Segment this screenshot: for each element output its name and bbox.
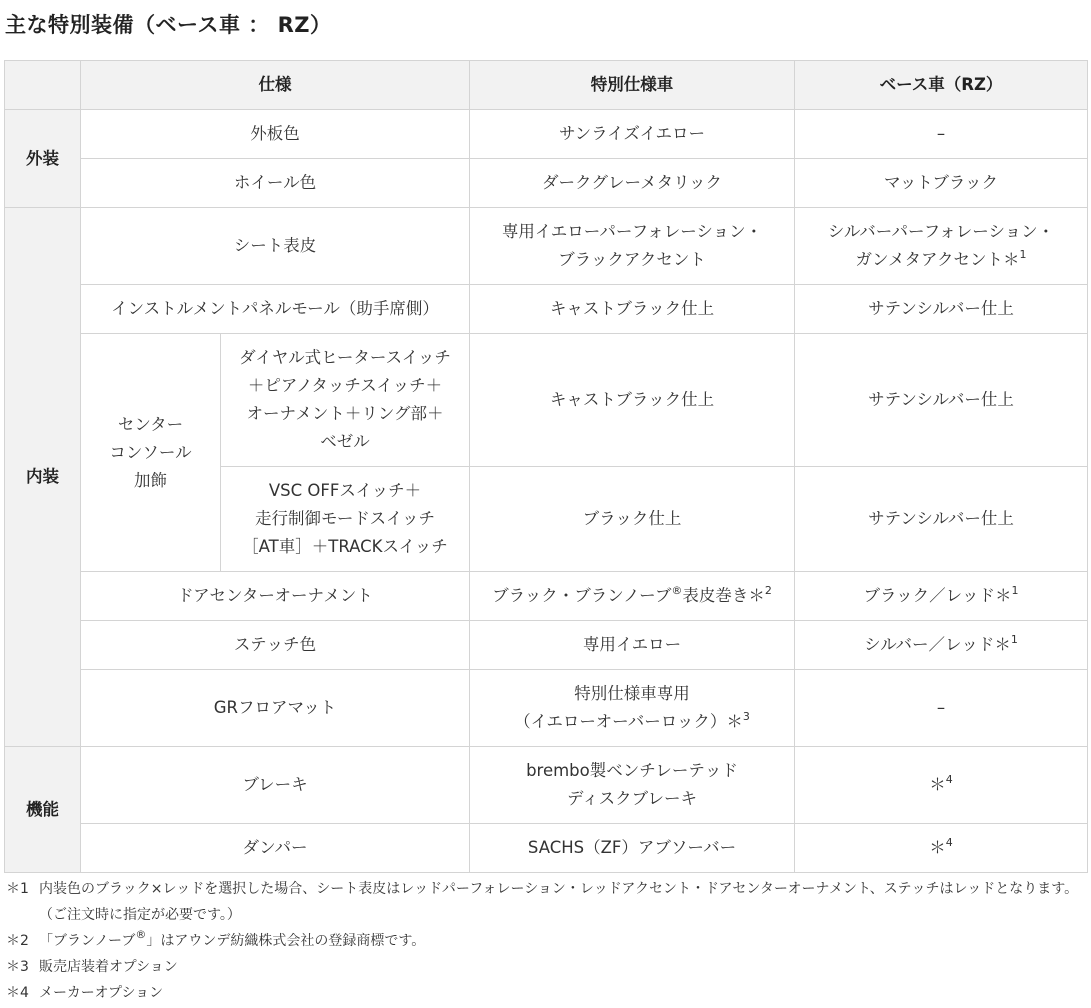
- footnote-text: 販売店装着オプション: [39, 959, 178, 975]
- table-row: [5, 824, 1088, 873]
- footnote-ref: 1: [1010, 633, 1018, 646]
- special-line: brembo製ベンチレーテッド: [526, 761, 738, 780]
- category-exterior: 外装: [5, 110, 81, 208]
- footnote: [6, 954, 1084, 980]
- table-row: [5, 110, 1088, 159]
- base-value: サテンシルバー仕上: [795, 334, 1088, 467]
- special-line: 専用イエローパーフォレーション・: [501, 222, 763, 241]
- table-row: [5, 334, 1088, 467]
- base-line: ガンメタアクセント＊: [855, 250, 1020, 269]
- table-row: [5, 285, 1088, 334]
- row-label: ステッチ色: [81, 621, 470, 670]
- special-value: サンライズイエロー: [470, 110, 795, 159]
- footnote-text: 内装色のブラック×レッドを選択した場合、シート表皮はレッドパーフォレーション・レッドアクセント・ドアセンターオーナメント、ステッチはレッドとなります。（ご注文時に指定が必要です。）: [39, 881, 1079, 923]
- special-line: （イエローオーバーロック）＊: [514, 712, 743, 731]
- base-value: サテンシルバー仕上: [795, 467, 1088, 572]
- special-value: [470, 208, 795, 285]
- footnote-mark: ＊1: [6, 881, 29, 897]
- row-label: ダンパー: [81, 824, 470, 873]
- row-label: インストルメントパネルモール（助手席側）: [81, 285, 470, 334]
- base-value: [795, 824, 1088, 873]
- registered-mark: ®: [135, 928, 147, 941]
- special-value: ブラック仕上: [470, 467, 795, 572]
- footnote-mark: ＊4: [6, 985, 29, 1001]
- row-label: ホイール色: [81, 159, 470, 208]
- base-value: –: [795, 670, 1088, 747]
- base-text: シルバー／レッド＊: [864, 635, 1011, 654]
- row-label: シート表皮: [81, 208, 470, 285]
- label-line: コンソール: [109, 442, 192, 462]
- registered-mark: ®: [671, 584, 683, 597]
- special-line: ディスクブレーキ: [566, 789, 698, 808]
- row-label: ドアセンターオーナメント: [81, 572, 470, 621]
- header-spec: 仕様: [81, 61, 470, 110]
- footnote-text-part: 「ブランノーブ: [39, 933, 136, 949]
- switch-label: [221, 467, 470, 572]
- footnote-ref: 4: [945, 773, 953, 786]
- header-base: ベース車（RZ）: [795, 61, 1088, 110]
- special-value: [470, 747, 795, 824]
- special-value: ダークグレーメタリック: [470, 159, 795, 208]
- footnote-text-part: 」はアウンデ紡織株式会社の登録商標です。: [146, 933, 426, 949]
- footnote: [6, 928, 1084, 954]
- footnote-mark: ＊2: [6, 933, 29, 949]
- category-function: 機能: [5, 747, 81, 873]
- spec-table: [4, 60, 1088, 873]
- special-line: ブラックアクセント: [558, 250, 706, 269]
- label-line: センター: [117, 414, 184, 434]
- base-value: [795, 572, 1088, 621]
- footnote-ref: 4: [945, 836, 953, 849]
- base-value: サテンシルバー仕上: [795, 285, 1088, 334]
- base-value: [795, 621, 1088, 670]
- special-text: 表皮巻き＊: [682, 586, 765, 605]
- base-line: シルバーパーフォレーション・: [827, 222, 1055, 241]
- special-value: SACHS（ZF）アブソーバー: [470, 824, 795, 873]
- base-value: –: [795, 110, 1088, 159]
- label-line: ［AT車］＋TRACKスイッチ: [242, 537, 448, 556]
- center-console-label: [81, 334, 221, 572]
- row-label: ブレーキ: [81, 747, 470, 824]
- label-line: オーナメント＋リング部＋: [246, 404, 444, 423]
- switch-label: [221, 334, 470, 467]
- label-line: ＋ピアノタッチスイッチ＋: [247, 376, 443, 395]
- footnote-ref: 1: [1011, 584, 1019, 597]
- row-label: GRフロアマット: [81, 670, 470, 747]
- label-line: ダイヤル式ヒータースイッチ: [239, 348, 451, 367]
- special-value: キャストブラック仕上: [470, 285, 795, 334]
- footnotes: [6, 876, 1084, 1006]
- page-title: 主な特別装備（ベース車 ： RZ）: [5, 13, 332, 37]
- table-row: [5, 747, 1088, 824]
- category-interior: 内装: [5, 208, 81, 747]
- footnote-text: [39, 928, 1084, 954]
- table-row: [5, 572, 1088, 621]
- special-value: 専用イエロー: [470, 621, 795, 670]
- label-line: ベゼル: [320, 432, 370, 451]
- special-text: ブラック・ブランノーブ: [492, 586, 672, 605]
- base-value: [795, 747, 1088, 824]
- footnote: [6, 980, 1084, 1006]
- footnote-ref: 2: [764, 584, 772, 597]
- base-text: ＊: [929, 775, 946, 794]
- label-line: 走行制御モードスイッチ: [254, 509, 435, 528]
- header-special: 特別仕様車: [470, 61, 795, 110]
- footnote-mark: ＊3: [6, 959, 29, 975]
- table-row: [5, 159, 1088, 208]
- special-value: [470, 670, 795, 747]
- special-line: 特別仕様車専用: [574, 684, 690, 703]
- footnote-ref: 1: [1019, 248, 1027, 261]
- special-value: キャストブラック仕上: [470, 334, 795, 467]
- header-empty-cell: [5, 61, 81, 110]
- footnote: [6, 876, 1084, 928]
- table-header-row: [5, 61, 1088, 110]
- base-text: ブラック／レッド＊: [863, 586, 1012, 605]
- base-text: ＊: [929, 838, 946, 857]
- table-row: [5, 621, 1088, 670]
- label-line: VSC OFFスイッチ＋: [268, 481, 422, 500]
- table-row: [5, 208, 1088, 285]
- label-line: 加飾: [134, 470, 167, 490]
- special-value: [470, 572, 795, 621]
- table-row: [5, 670, 1088, 747]
- footnote-text: メーカーオプション: [39, 985, 164, 1001]
- base-value: マットブラック: [795, 159, 1088, 208]
- footnote-ref: 3: [742, 710, 750, 723]
- base-value: [795, 208, 1088, 285]
- row-label: 外板色: [81, 110, 470, 159]
